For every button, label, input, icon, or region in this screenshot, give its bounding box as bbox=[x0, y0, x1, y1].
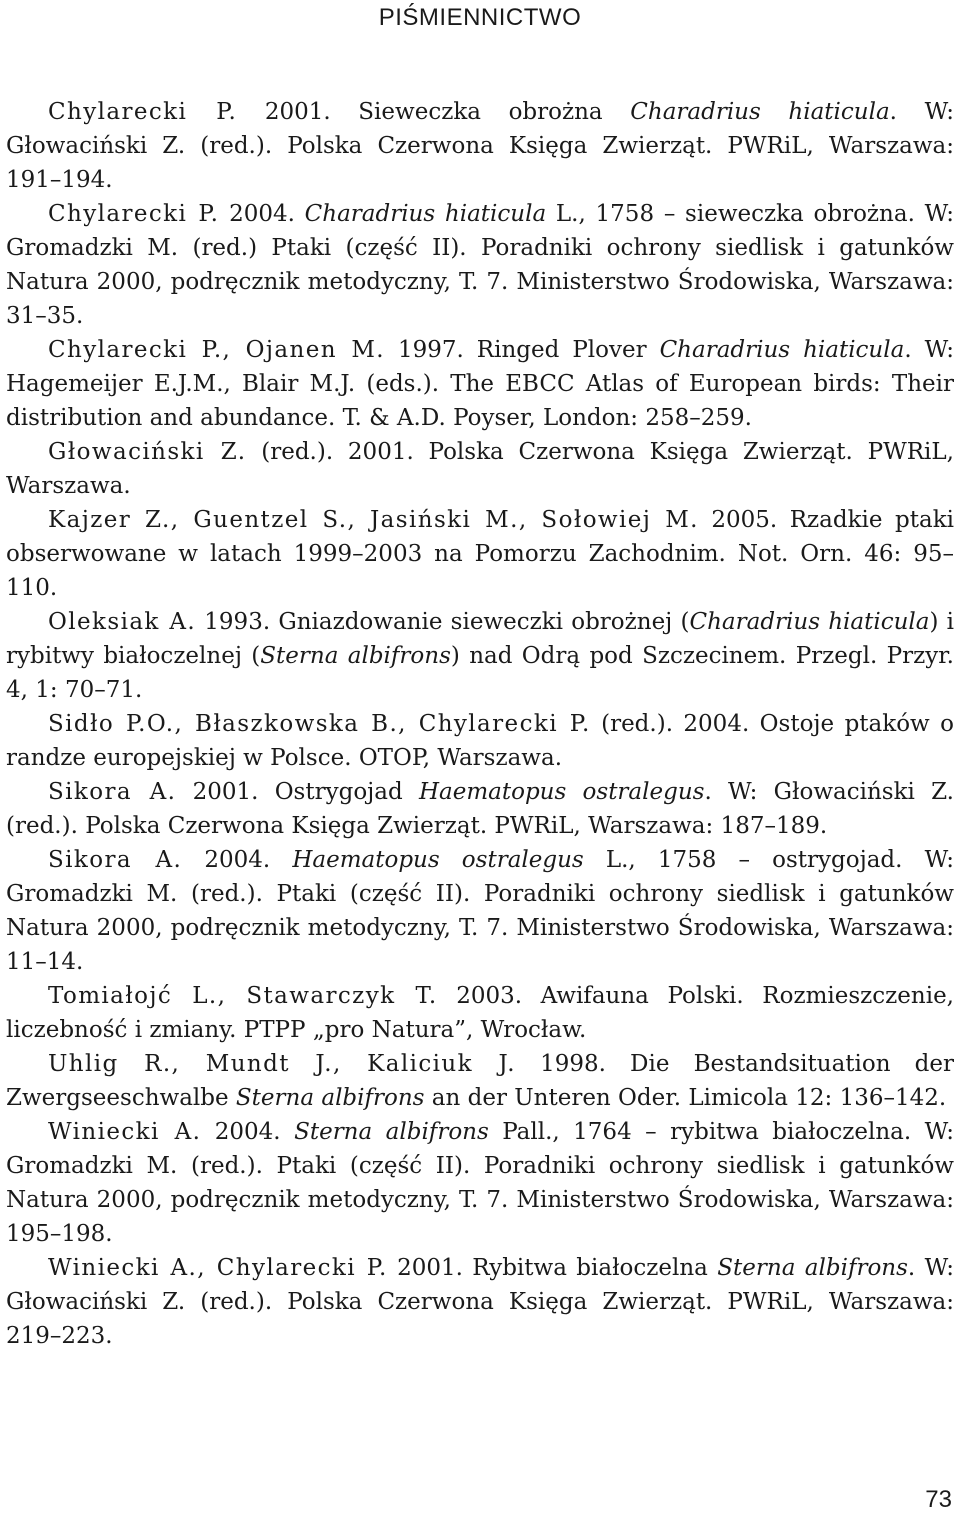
reference-item bbox=[6, 333, 954, 435]
reference-text: (red.). 2004. Ostoje ptaków o randze europejskiej w Polsce. OTOP, Warszawa. bbox=[6, 711, 954, 771]
reference-text: ) nad Odrą pod Szczecinem. Przegl. Przyr. 4, 1: 70–71. bbox=[6, 643, 954, 703]
reference-text: . W: Głowaciński Z. (red.). Polska Czerwona Księga Zwierząt. PWRiL, Warszawa: 219–223. bbox=[6, 1255, 955, 1349]
reference-item bbox=[6, 95, 954, 197]
reference-item bbox=[6, 1047, 954, 1115]
reference-species-name: Sterna albifrons bbox=[260, 643, 451, 669]
reference-text: L., 1758 – sieweczka obrożna. W: Gromadzki M. (red.) Ptaki (część II). Poradniki ochrony siedlisk i gatunków Natura 2000, podręcznik metodyczny, T. 7. Ministerstwo Środowiska, Warszawa: 31–35. bbox=[6, 201, 955, 329]
reference-text: 2001. Rybitwa białoczelna bbox=[387, 1255, 718, 1281]
reference-species-name: Charadrius hiaticula bbox=[659, 337, 905, 363]
reference-species-name: Charadrius hiaticula bbox=[304, 201, 547, 227]
reference-item bbox=[6, 503, 954, 605]
reference-species-name: Sterna albifrons bbox=[717, 1255, 908, 1281]
reference-species-name: Sterna albifrons bbox=[235, 1085, 425, 1111]
page-title: PIŚMIENNICTWO bbox=[378, 4, 582, 31]
reference-item bbox=[6, 707, 954, 775]
reference-text: 2004. bbox=[182, 847, 293, 873]
reference-item bbox=[6, 1251, 954, 1353]
reference-species-name: Charadrius hiaticula bbox=[689, 609, 930, 635]
reference-authors: Głowaciński Z. bbox=[48, 439, 247, 465]
reference-authors: Kajzer Z., Guentzel S., Jasiński M., Sołowiej M. bbox=[48, 507, 699, 533]
reference-authors: Sidło P.O., Błaszkowska B., Chylarecki P. bbox=[48, 711, 591, 737]
reference-item bbox=[6, 435, 954, 503]
reference-species-name: Haematopus ostralegus bbox=[418, 779, 705, 805]
reference-authors: Sikora A. bbox=[48, 847, 183, 873]
reference-text: 1993. Gniazdowanie sieweczki obrożnej ( bbox=[196, 609, 690, 635]
reference-text: Pall., 1764 – rybitwa białoczelna. W: Gromadzki M. (red.). Ptaki (część II). Poradniki ochrony siedlisk i gatunków Natura 2000, podręcznik metodyczny, T. 7. Ministerstwo Środowiska, Warszawa: 195–198. bbox=[6, 1119, 955, 1247]
reference-text: . W: Hagemeijer E.J.M., Blair M.J. (eds.). The EBCC Atlas of European birds: Their distribution and abundance. T. & A.D. Poyser, London: 258–259. bbox=[6, 337, 955, 431]
reference-item bbox=[6, 605, 954, 707]
reference-authors: Winiecki A., Chylarecki P. bbox=[48, 1255, 388, 1281]
reference-authors: Winiecki A. bbox=[48, 1119, 202, 1145]
reference-text: 1997. Ringed Plover bbox=[385, 337, 660, 363]
reference-authors: Oleksiak A. bbox=[48, 609, 197, 635]
reference-species-name: Sterna albifrons bbox=[294, 1119, 489, 1145]
reference-text: 2004. bbox=[201, 1119, 295, 1145]
reference-text: 2005. Rzadkie ptaki obserwowane w latach 1999–2003 na Pomorzu Zachodnim. Not. Orn. 46: 95–110. bbox=[6, 507, 954, 601]
reference-species-name: Haematopus ostralegus bbox=[292, 847, 584, 873]
reference-text: 2004. bbox=[219, 201, 305, 227]
reference-item bbox=[6, 1115, 954, 1251]
reference-item bbox=[6, 979, 954, 1047]
reference-text: . W: Głowaciński Z. (red.). Polska Czerwona Księga Zwierząt. PWRiL, Warszawa: 191–194. bbox=[6, 99, 954, 193]
reference-authors: Sikora A. bbox=[48, 779, 177, 805]
reference-authors: Uhlig R., Mundt J., Kaliciuk J. bbox=[48, 1051, 517, 1077]
reference-item bbox=[6, 843, 954, 979]
reference-authors: Chylarecki P. bbox=[48, 99, 238, 125]
reference-item bbox=[6, 197, 954, 333]
reference-text: 2001. Ostrygojad bbox=[176, 779, 419, 805]
reference-text: ) i rybitwy białoczelnej ( bbox=[6, 609, 954, 669]
reference-text: an der Unteren Oder. Limicola 12: 136–142. bbox=[424, 1085, 947, 1111]
reference-text: L., 1758 – ostrygojad. W: Gromadzki M. (red.). Ptaki (część II). Poradniki ochrony siedlisk i gatunków Natura 2000, podręcznik metodyczny, T. 7. Ministerstwo Środowiska, Warszawa: 11–14. bbox=[6, 847, 954, 975]
reference-text: 1998. Die Bestandsituation der Zwergseeschwalbe bbox=[6, 1051, 954, 1111]
reference-species-name: Charadrius hiaticula bbox=[630, 99, 890, 125]
reference-text: 2001. Sieweczka obrożna bbox=[237, 99, 631, 125]
reference-text: . W: Głowaciński Z. (red.). Polska Czerwona Księga Zwierząt. PWRiL, Warszawa: 187–189. bbox=[6, 779, 954, 839]
reference-authors: Tomiałojć L., Stawarczyk T. bbox=[48, 983, 438, 1009]
reference-authors: Chylarecki P. bbox=[48, 201, 220, 227]
reference-authors: Chylarecki P., Ojanen M. bbox=[48, 337, 386, 363]
reference-text: (red.). 2001. Polska Czerwona Księga Zwierząt. PWRiL, Warszawa. bbox=[6, 439, 954, 499]
reference-text: 2003. Awifauna Polski. Rozmieszczenie, liczebność i zmiany. PTPP „pro Natura”, Wrocław. bbox=[6, 983, 954, 1043]
reference-list bbox=[6, 95, 954, 1353]
reference-item bbox=[6, 775, 954, 843]
page-number: 73 bbox=[925, 1486, 952, 1513]
